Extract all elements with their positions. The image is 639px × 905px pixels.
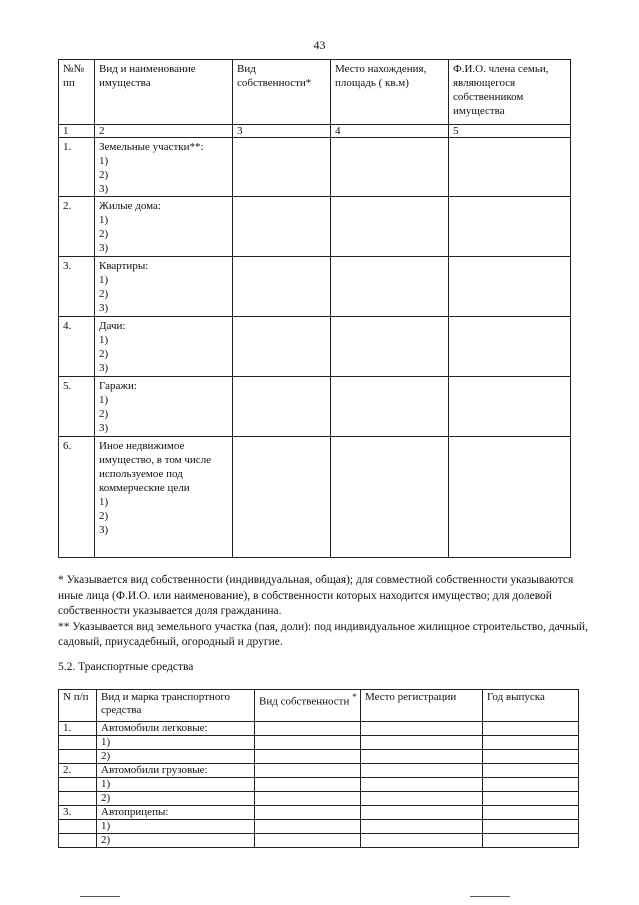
empty-cell	[255, 834, 361, 848]
ownership-cell	[233, 377, 331, 437]
header-number: N п/п	[59, 690, 97, 722]
property-item: 1)	[99, 274, 109, 286]
table-row	[59, 750, 579, 764]
column-number: 4	[331, 125, 449, 138]
property-item: 2)	[99, 169, 109, 181]
owner-cell	[449, 138, 571, 197]
header-location-area: Место нахождения, площадь ( кв.м)	[331, 60, 449, 125]
property-item: 2)	[99, 288, 109, 300]
empty-cell	[361, 750, 483, 764]
row-number: 5.	[59, 377, 95, 437]
column-number-row	[59, 125, 571, 138]
column-number: 2	[95, 125, 233, 138]
empty-cell	[483, 778, 579, 792]
vehicle-group-title: Автомобили легковые:	[97, 722, 255, 736]
property-item: 2)	[99, 228, 109, 240]
empty-cell	[361, 736, 483, 750]
property-title: Иное недвижимое имущество, в том числе используемое под коммерческие цели	[99, 440, 212, 494]
empty-cell	[59, 750, 97, 764]
property-title: Квартиры:	[99, 260, 149, 272]
property-cell	[95, 138, 233, 197]
table-row	[59, 197, 571, 257]
property-item: 3)	[99, 422, 109, 434]
property-cell	[95, 377, 233, 437]
table-row	[59, 317, 571, 377]
property-cell	[95, 197, 233, 257]
vehicle-item: 2)	[97, 750, 255, 764]
location-cell	[331, 197, 449, 257]
header-ownership-type: Вид собственности*	[233, 60, 331, 125]
empty-cell	[361, 778, 483, 792]
table-row	[59, 792, 579, 806]
empty-cell	[361, 806, 483, 820]
table-row	[59, 257, 571, 317]
row-number: 3.	[59, 257, 95, 317]
column-number: 3	[233, 125, 331, 138]
ownership-cell	[233, 317, 331, 377]
property-table	[58, 59, 571, 558]
vehicle-item: 2)	[97, 834, 255, 848]
footnote-ownership: * Указывается вид собственности (индивидуальная, общая); для совместной собственности указываются иные лица (Ф.И.О. или наименование), в собственности которых находится имущество; для долевой собственности указывается доля гражданина.	[58, 574, 574, 617]
ownership-cell	[233, 437, 331, 558]
location-cell	[331, 437, 449, 558]
vehicle-item: 2)	[97, 792, 255, 806]
empty-cell	[483, 722, 579, 736]
property-item: 2)	[99, 348, 109, 360]
property-item: 3)	[99, 183, 109, 195]
header-ownership-type	[255, 690, 361, 722]
vehicle-item: 1)	[97, 820, 255, 834]
property-item: 3)	[99, 524, 109, 536]
empty-cell	[255, 806, 361, 820]
vehicle-item: 1)	[97, 736, 255, 750]
footnote-star: *	[352, 692, 357, 702]
owner-cell	[449, 197, 571, 257]
row-number: 2.	[59, 764, 97, 778]
header-year: Год выпуска	[483, 690, 579, 722]
empty-cell	[59, 736, 97, 750]
property-title: Жилые дома:	[99, 200, 161, 212]
empty-cell	[361, 820, 483, 834]
column-number: 5	[449, 125, 571, 138]
column-number: 1	[59, 125, 95, 138]
empty-cell	[483, 834, 579, 848]
empty-cell	[255, 764, 361, 778]
table-row	[59, 437, 571, 558]
row-number: 2.	[59, 197, 95, 257]
row-number: 6.	[59, 437, 95, 558]
location-cell	[331, 257, 449, 317]
footnote-land-plot: ** Указывается вид земельного участка (пая, доли): под индивидуальное жилищное строительство, дачный, садовый, приусадебный, огородный и другие.	[58, 620, 588, 648]
empty-cell	[59, 792, 97, 806]
row-number: 1.	[59, 722, 97, 736]
ownership-cell	[233, 197, 331, 257]
vehicles-table	[58, 689, 579, 848]
empty-cell	[255, 722, 361, 736]
empty-cell	[255, 750, 361, 764]
property-title: Дачи:	[99, 320, 126, 332]
empty-cell	[361, 834, 483, 848]
property-item: 1)	[99, 155, 109, 167]
table-row	[59, 377, 571, 437]
empty-cell	[361, 764, 483, 778]
empty-cell	[255, 820, 361, 834]
location-cell	[331, 138, 449, 197]
header-owner-name: Ф.И.О. члена семьи, являющегося собственником имущества	[449, 60, 571, 125]
empty-cell	[483, 792, 579, 806]
table-row	[59, 778, 579, 792]
empty-cell	[483, 764, 579, 778]
property-item: 3)	[99, 302, 109, 314]
property-item: 1)	[99, 394, 109, 406]
owner-cell	[449, 257, 571, 317]
empty-cell	[59, 778, 97, 792]
location-cell	[331, 317, 449, 377]
property-item: 1)	[99, 334, 109, 346]
property-cell	[95, 437, 233, 558]
table-header-row	[59, 690, 579, 722]
row-number: 3.	[59, 806, 97, 820]
table-header-row	[59, 60, 571, 125]
property-cell	[95, 317, 233, 377]
empty-cell	[59, 834, 97, 848]
footnotes	[58, 573, 598, 651]
table-row	[59, 138, 571, 197]
empty-cell	[483, 750, 579, 764]
header-vehicle-type: Вид и марка транспортного средства	[97, 690, 255, 722]
owner-cell	[449, 317, 571, 377]
property-item: 3)	[99, 242, 109, 254]
bottom-rule	[80, 896, 120, 897]
owner-cell	[449, 377, 571, 437]
owner-cell	[449, 437, 571, 558]
header-property-name: Вид и наименование имущества	[95, 60, 233, 125]
empty-cell	[255, 778, 361, 792]
header-number: №№ пп	[59, 60, 95, 125]
ownership-label: Вид собственности	[259, 695, 350, 708]
empty-cell	[483, 820, 579, 834]
table-row	[59, 820, 579, 834]
property-title: Гаражи:	[99, 380, 137, 392]
property-title: Земельные участки**:	[99, 141, 204, 153]
section-title: 5.2. Транспортные средства	[58, 661, 194, 673]
ownership-cell	[233, 257, 331, 317]
empty-cell	[255, 792, 361, 806]
property-item: 2)	[99, 510, 109, 522]
property-item: 1)	[99, 496, 109, 508]
vehicle-group-title: Автомобили грузовые:	[97, 764, 255, 778]
table-row	[59, 834, 579, 848]
empty-cell	[59, 820, 97, 834]
row-number: 1.	[59, 138, 95, 197]
property-item: 3)	[99, 362, 109, 374]
table-row	[59, 806, 579, 820]
table-row	[59, 764, 579, 778]
vehicle-group-title: Автоприцепы:	[97, 806, 255, 820]
table-row	[59, 722, 579, 736]
empty-cell	[361, 722, 483, 736]
bottom-rule	[470, 896, 510, 897]
empty-cell	[483, 736, 579, 750]
ownership-cell	[233, 138, 331, 197]
location-cell	[331, 377, 449, 437]
property-item: 2)	[99, 408, 109, 420]
table-row	[59, 736, 579, 750]
property-cell	[95, 257, 233, 317]
empty-cell	[483, 806, 579, 820]
empty-cell	[361, 792, 483, 806]
empty-cell	[255, 736, 361, 750]
row-number: 4.	[59, 317, 95, 377]
vehicle-item: 1)	[97, 778, 255, 792]
header-registration-place: Место регистрации	[361, 690, 483, 722]
page-number: 43	[313, 38, 326, 52]
property-item: 1)	[99, 214, 109, 226]
